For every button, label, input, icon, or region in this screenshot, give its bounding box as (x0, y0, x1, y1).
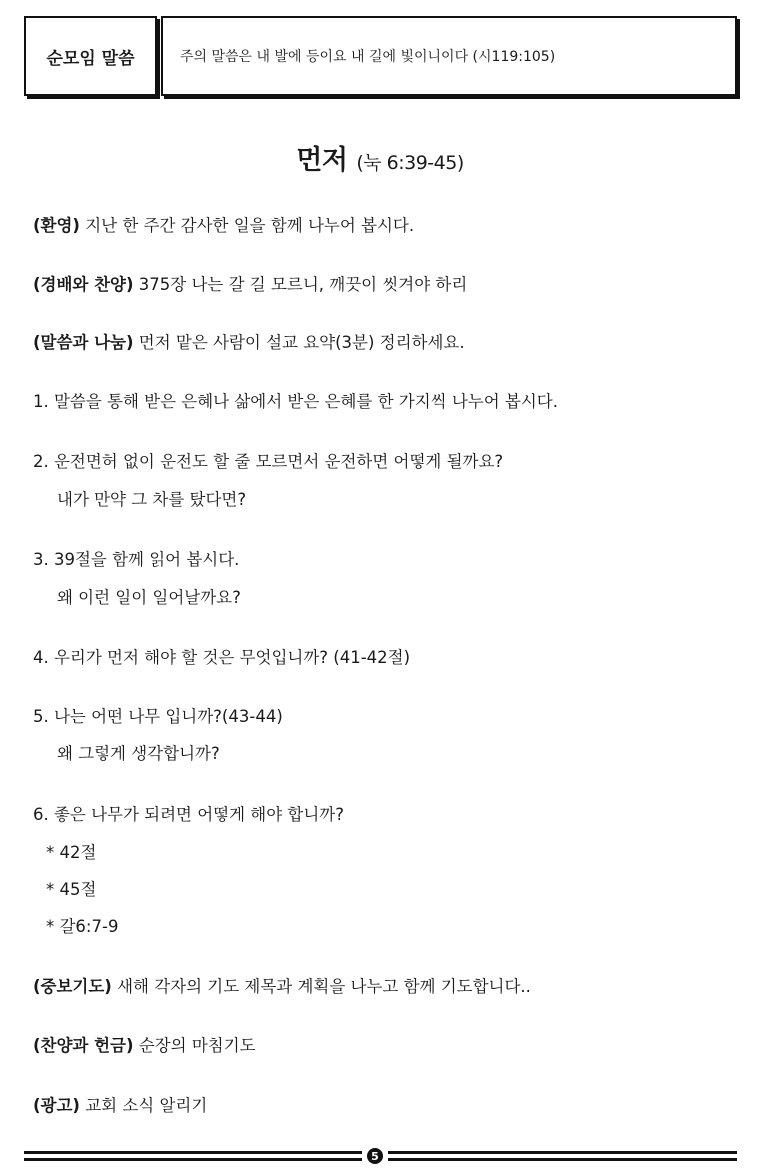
worship-line (33, 271, 467, 295)
welcome-tag: (환영) (33, 216, 80, 235)
welcome-line (33, 212, 414, 236)
notice-tag: (광고) (33, 1096, 80, 1115)
prayer-text: 새해 각자의 기도 제목과 계획을 나누고 함께 기도합니다.. (111, 977, 531, 996)
title-reference: (눅 6:39-45) (356, 152, 464, 174)
question-4: 4. 우리가 먼저 해야 할 것은 무엇입니까? (41-42절) (33, 648, 411, 667)
worship-text: 375장 나는 갈 길 모르니, 깨끗이 씻겨야 하리 (133, 275, 468, 294)
question-6-item: * 45절 (46, 880, 97, 899)
title-main: 먼저 (296, 145, 348, 176)
section-label: 순모임 말씀 (46, 48, 135, 69)
footer-rule-right-bottom (388, 1158, 737, 1161)
question-6-item: * 42절 (46, 843, 97, 862)
footer-rule-left-bottom (24, 1158, 362, 1161)
welcome-text: 지난 한 주간 감사한 일을 함께 나누어 봅시다. (79, 216, 415, 235)
worship-tag: (경배와 찬양) (33, 275, 134, 294)
question-6-item: * 갈6:7-9 (46, 917, 119, 936)
question-2: 2. 운전면허 없이 운전도 할 줄 모르면서 운전하면 어떻게 될까요? (33, 452, 504, 471)
notice-text: 교회 소식 알리기 (79, 1096, 208, 1115)
prayer-tag: (중보기도) (33, 977, 112, 996)
theme-verse: 주의 말씀은 내 발에 등이요 내 길에 빛이니이다 (시119:105) (180, 49, 556, 65)
question-1: 1. 말씀을 통해 받은 은혜나 삶에서 받은 은혜를 한 가지씩 나누어 봅시다. (33, 392, 558, 411)
question-5: 5. 나는 어떤 나무 입니까?(43-44) (33, 707, 283, 726)
notice-line (33, 1092, 207, 1116)
offering-text: 순장의 마침기도 (133, 1036, 256, 1055)
question-3-followup: 왜 이런 일이 일어날까요? (57, 588, 241, 607)
theme-verse-box (161, 16, 737, 96)
question-2-followup: 내가 만약 그 차를 탔다면? (57, 490, 247, 509)
offering-line (33, 1032, 256, 1056)
question-5-followup: 왜 그렇게 생각합니까? (57, 744, 220, 763)
page-footer (24, 1148, 737, 1166)
footer-rule-left-top (24, 1151, 362, 1154)
section-label-box (24, 16, 157, 96)
page-title (0, 138, 760, 177)
offering-tag: (찬양과 헌금) (33, 1036, 134, 1055)
footer-rule-right-top (388, 1151, 737, 1154)
page-number-badge: 5 (367, 1148, 383, 1164)
prayer-line (33, 973, 531, 997)
word-text: 먼저 맡은 사람이 설교 요약(3분) 정리하세요. (133, 333, 465, 352)
question-6: 6. 좋은 나무가 되려면 어떻게 해야 합니까? (33, 805, 344, 824)
word-tag: (말씀과 나눔) (33, 333, 134, 352)
question-3: 3. 39절을 함께 읽어 봅시다. (33, 550, 240, 569)
word-line (33, 329, 465, 353)
